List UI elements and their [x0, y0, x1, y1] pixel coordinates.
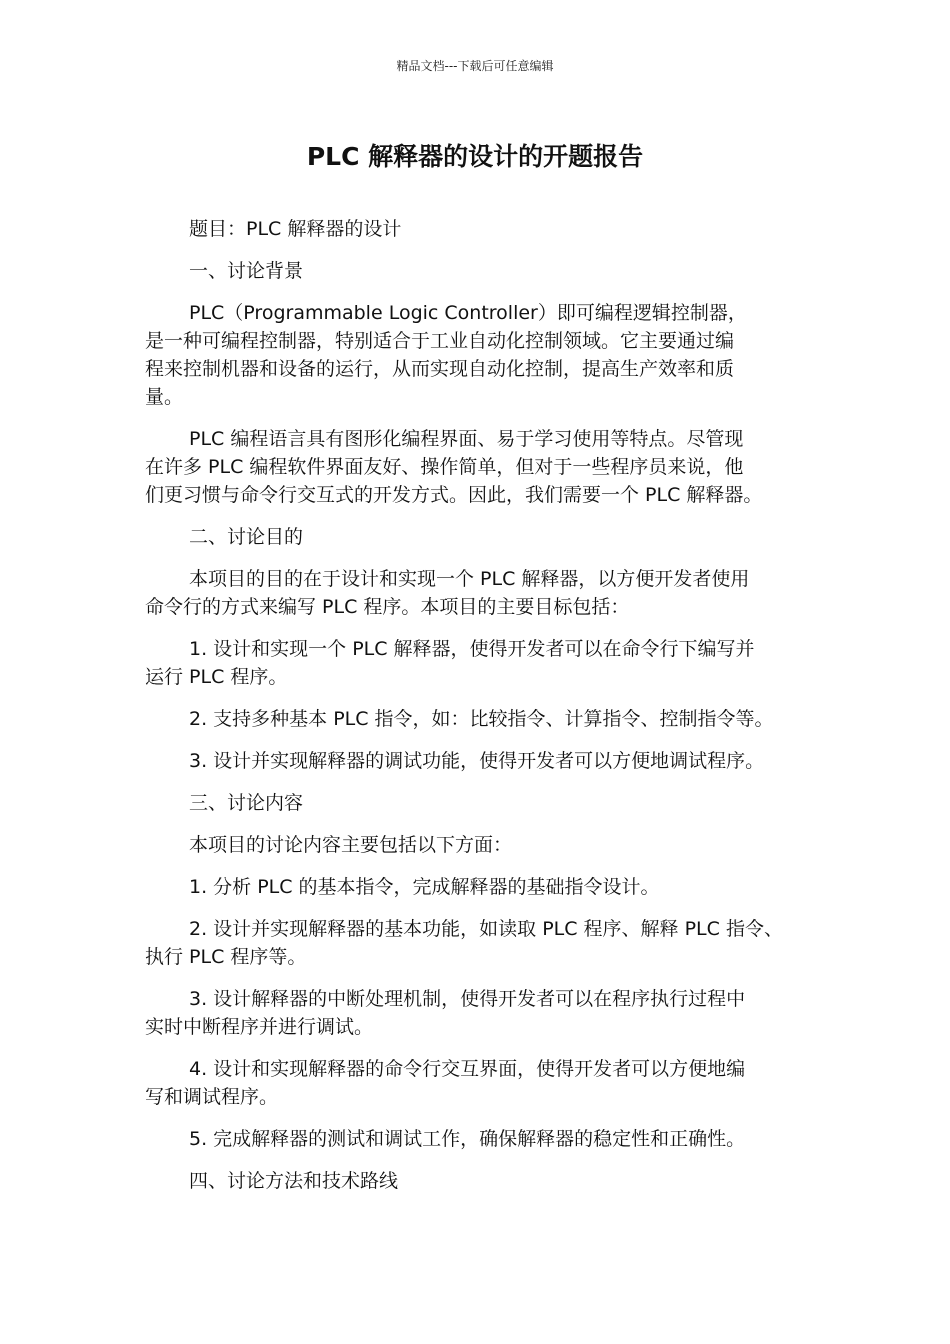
page-header: 精品文档---下载后可任意编辑	[396, 59, 554, 73]
paragraph-line: 3. 设计并实现解释器的调试功能，使得开发者可以方便地调试程序。	[189, 750, 765, 772]
paragraph	[145, 915, 825, 971]
paragraph-line: 本项目的讨论内容主要包括以下方面：	[189, 834, 513, 856]
paragraph-line: 程来控制机器和设备的运行，从而实现自动化控制，提高生产效率和质	[145, 358, 735, 380]
paragraph-line: 2. 支持多种基本 PLC 指令，如：比较指令、计算指令、控制指令等。	[189, 708, 774, 730]
paragraph	[145, 873, 825, 901]
paragraph-line: 量。	[145, 386, 184, 408]
paragraph-line: PLC（Programmable Logic Controller）即可编程逻辑控制器，	[189, 302, 747, 324]
paragraph-line: 一、讨论背景	[189, 260, 304, 282]
paragraph	[145, 215, 825, 243]
paragraph-line: 在许多 PLC 编程软件界面友好、操作简单，但对于一些程序员来说，他	[145, 456, 744, 478]
paragraph-line: 二、讨论目的	[189, 526, 304, 548]
paragraph	[145, 523, 825, 551]
paragraph	[145, 1125, 825, 1153]
paragraph	[145, 565, 825, 621]
paragraph-line: 们更习惯与命令行交互式的开发方式。因此，我们需要一个 PLC 解释器。	[145, 484, 763, 506]
document-title: PLC 解释器的设计的开题报告	[306, 142, 644, 171]
paragraph-line: 命令行的方式来编写 PLC 程序。本项目的主要目标包括：	[145, 596, 630, 618]
paragraph	[145, 425, 825, 509]
paragraph-line: 执行 PLC 程序等。	[145, 946, 307, 968]
document-body	[145, 215, 825, 1209]
paragraph	[145, 257, 825, 285]
paragraph	[145, 831, 825, 859]
paragraph-line: 1. 分析 PLC 的基本指令，完成解释器的基础指令设计。	[189, 876, 660, 898]
paragraph	[145, 1055, 825, 1111]
paragraph-line: 5. 完成解释器的测试和调试工作，确保解释器的稳定性和正确性。	[189, 1128, 746, 1150]
paragraph	[145, 299, 825, 411]
paragraph-line: PLC 编程语言具有图形化编程界面、易于学习使用等特点。尽管现	[189, 428, 744, 450]
paragraph	[145, 747, 825, 775]
paragraph	[145, 1167, 825, 1195]
paragraph-line: 2. 设计并实现解释器的基本功能，如读取 PLC 程序、解释 PLC 指令、	[189, 918, 783, 940]
paragraph-line: 实时中断程序并进行调试。	[145, 1016, 374, 1038]
paragraph-line: 4. 设计和实现解释器的命令行交互界面，使得开发者可以方便地编	[189, 1058, 746, 1080]
paragraph-line: 题目：PLC 解释器的设计	[189, 218, 402, 240]
paragraph	[145, 635, 825, 691]
paragraph-line: 3. 设计解释器的中断处理机制，使得开发者可以在程序执行过程中	[189, 988, 746, 1010]
paragraph-line: 四、讨论方法和技术路线	[189, 1170, 399, 1192]
paragraph-line: 三、讨论内容	[189, 792, 304, 814]
paragraph-line: 写和调试程序。	[145, 1086, 279, 1108]
paragraph	[145, 705, 825, 733]
paragraph-line: 本项目的目的在于设计和实现一个 PLC 解释器，以方便开发者使用	[189, 568, 750, 590]
paragraph	[145, 985, 825, 1041]
paragraph-line: 1. 设计和实现一个 PLC 解释器，使得开发者可以在命令行下编写并	[189, 638, 755, 660]
paragraph-line: 是一种可编程控制器，特别适合于工业自动化控制领域。它主要通过编	[145, 330, 735, 352]
paragraph	[145, 789, 825, 817]
paragraph-line: 运行 PLC 程序。	[145, 666, 288, 688]
